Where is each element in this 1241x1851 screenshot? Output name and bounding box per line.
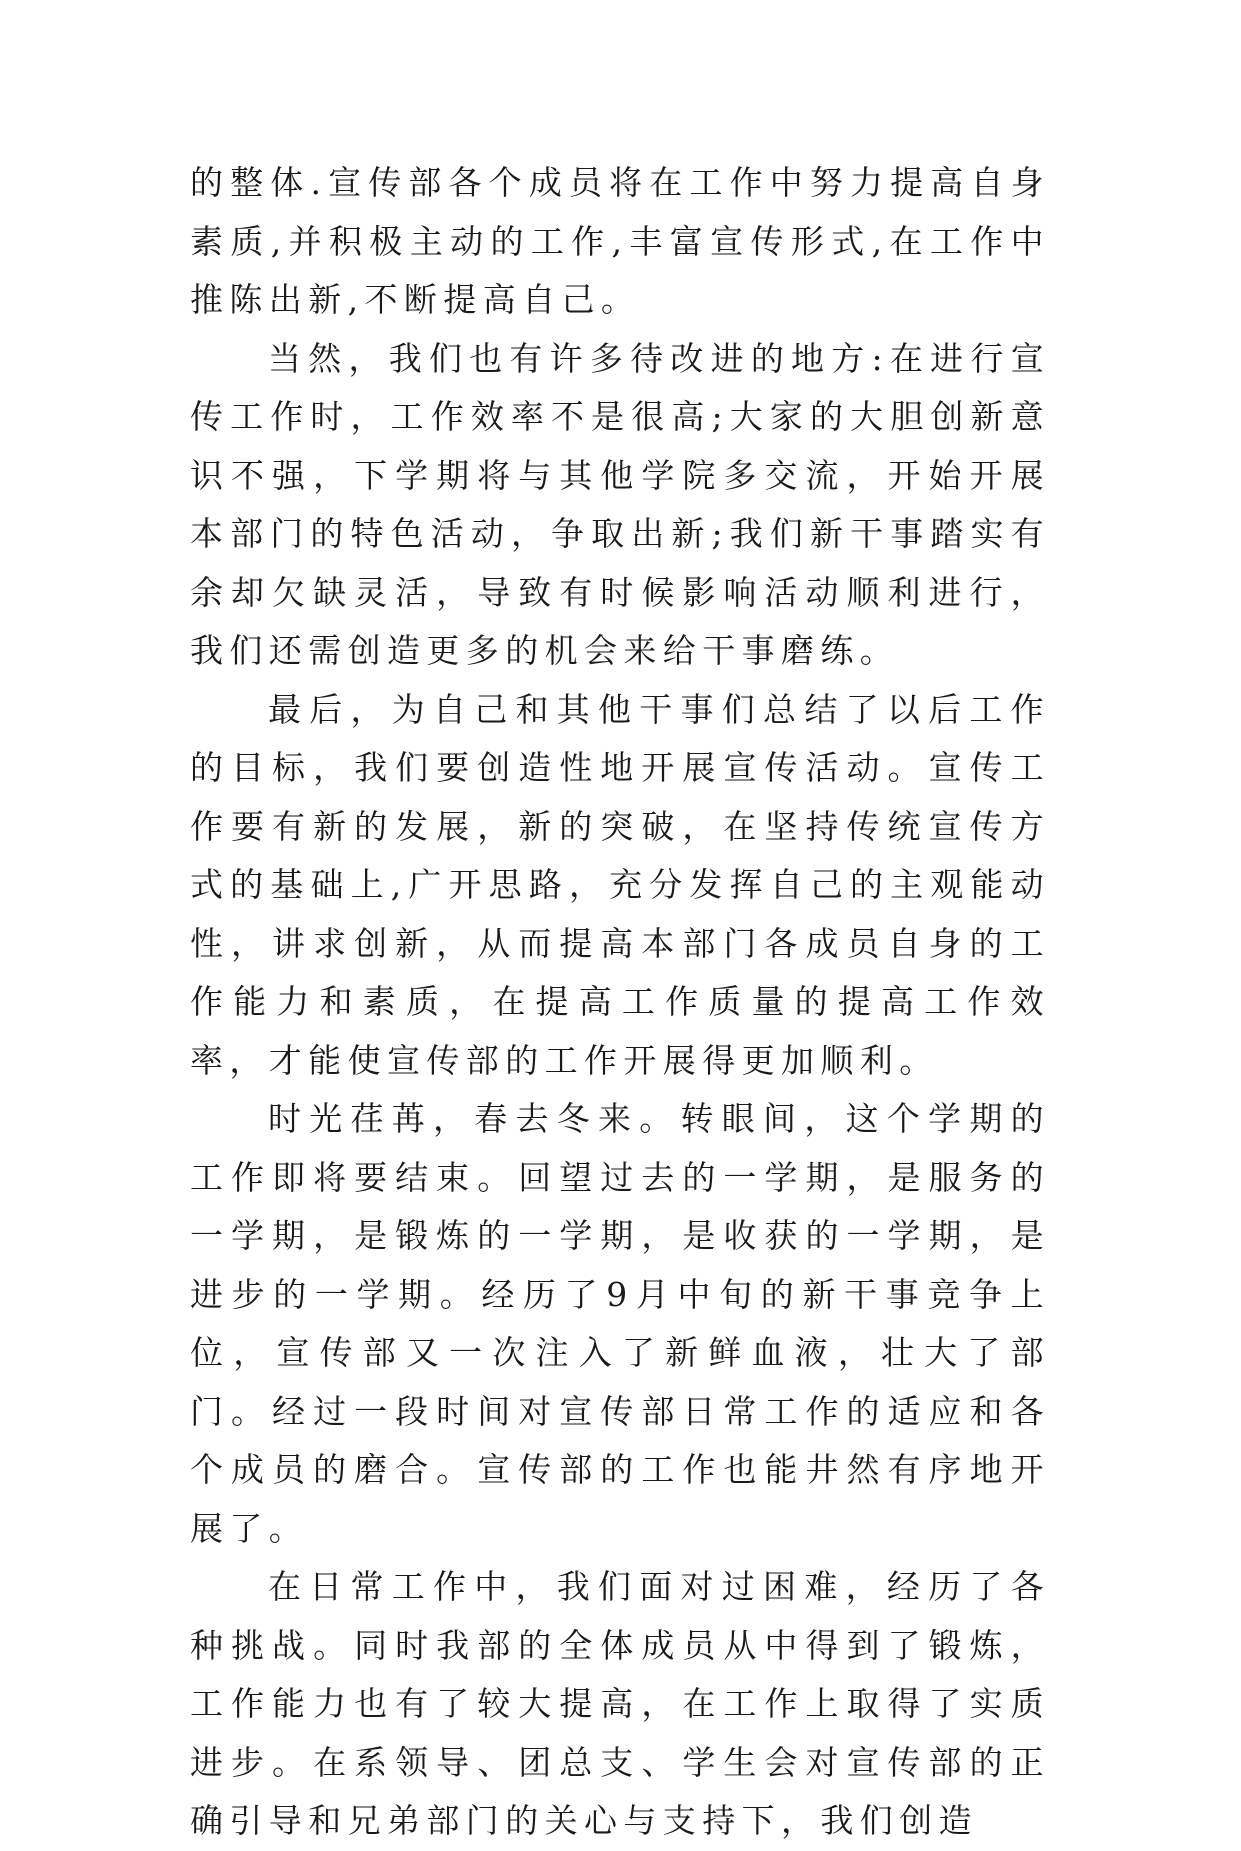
paragraph-continuation: 的整体.宣传部各个成员将在工作中努力提高自身素质,并积极主动的工作,丰富宣传形式,在工作中推陈出新,不断提高自己。 <box>190 163 1050 319</box>
paragraph-improvements: 当然，我们也有许多待改进的地方:在进行宣传工作时，工作效率不是很高;大家的大胆创新意识不强，下学期将与其他学院多交流，开始开展本部门的特色活动，争取出新;我们新干事踏实有余却欠缺灵活，导致有时候影响活动顺利进行，我们还需创造更多的机会来给干事磨练。 <box>190 338 1050 670</box>
document-body <box>190 154 1050 1851</box>
paragraph-semester-review: 时光荏苒，春去冬来。转眼间，这个学期的工作即将要结束。回望过去的一学期，是服务的一学期，是锻炼的一学期，是收获的一学期，是进步的一学期。经历了9月中旬的新干事竞争上位，宣传部又一次注入了新鲜血液，壮大了部门。经过一段时间对宣传部日常工作的适应和各个成员的磨合。宣传部的工作也能井然有序地开展了。 <box>190 1099 1050 1548</box>
paragraph-daily-work: 在日常工作中，我们面对过困难，经历了各种挑战。同时我部的全体成员从中得到了锻炼，工作能力也有了较大提高，在工作上取得了实质进步。在系领导、团总支、学生会对宣传部的正确引导和兄弟部门的关心与支持下，我们创造 <box>190 1567 1050 1840</box>
paragraph-goals: 最后，为自己和其他干事们总结了以后工作的目标，我们要创造性地开展宣传活动。宣传工作要有新的发展，新的突破，在坚持传统宣传方式的基础上,广开思路，充分发挥自己的主观能动性，讲求创新，从而提高本部门各成员自身的工作能力和素质，在提高工作质量的提高工作效率，才能使宣传部的工作开展得更加顺利。 <box>190 689 1050 1080</box>
